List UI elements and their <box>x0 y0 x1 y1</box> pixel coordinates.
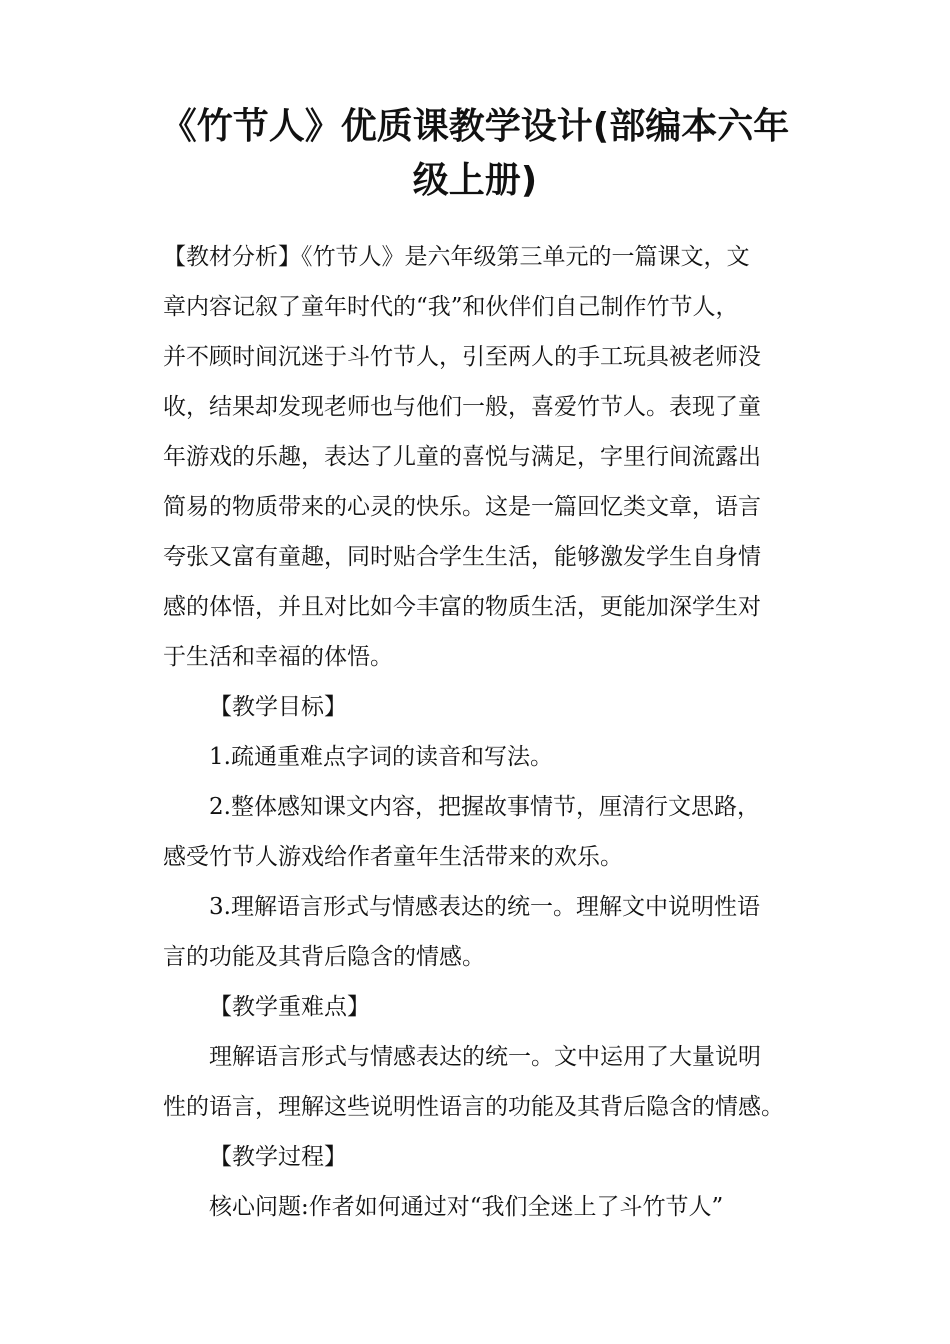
analysis-line: 于生活和幸福的体悟。 <box>163 644 393 670</box>
analysis-line: 章内容记叙了童年时代的“我”和伙伴们自己制作竹节人， <box>163 294 739 320</box>
process-heading: 【教学过程】 <box>209 1144 347 1170</box>
analysis-line: 感的体悟，并且对比如今丰富的物质生活，更能加深学生对 <box>163 594 761 620</box>
key-points-heading: 【教学重难点】 <box>209 994 370 1020</box>
analysis-line: 并不顾时间沉迷于斗竹节人，引至两人的手工玩具被老师没 <box>163 344 761 370</box>
analysis-line: 简易的物质带来的心灵的快乐。这是一篇回忆类文章，语言 <box>163 494 761 520</box>
goals-heading: 【教学目标】 <box>209 694 347 720</box>
goal-item-3: 3.理解语言形式与情感表达的统一。理解文中说明性语 言的功能及其背后隐含的情感。 <box>163 894 760 970</box>
title-line-1: 《竹节人》优质课教学设计(部编本六年 <box>160 106 790 147</box>
analysis-line: 年游戏的乐趣，表达了儿童的喜悦与满足，字里行间流露出 <box>163 444 761 470</box>
analysis-line: 夸张又富有童趣，同时贴合学生生活，能够激发学生自身情 <box>163 544 761 570</box>
analysis-line: 【教材分析】《竹节人》是六年级第三单元的一篇课文，文 <box>163 244 750 270</box>
document-body <box>163 232 795 1232</box>
goal-item-1: 1.疏通重难点字词的读音和写法。 <box>209 744 553 770</box>
goal-item-2: 2.整体感知课文内容，把握故事情节，厘清行文思路， 感受竹节人游戏给作者童年生活带来的欢乐。 <box>163 794 760 870</box>
title-line-2: 级上册) <box>412 160 538 201</box>
analysis-paragraph <box>163 232 795 682</box>
analysis-line: 收，结果却发现老师也与他们一般，喜爱竹节人。表现了童 <box>163 394 761 420</box>
key-points-paragraph: 理解语言形式与情感表达的统一。文中运用了大量说明 性的语言，理解这些说明性语言的功能及其背后隐含的情感。 <box>163 1044 784 1120</box>
document-title <box>150 100 800 208</box>
process-paragraph: 核心问题:作者如何通过对“我们全迷上了斗竹节人” <box>209 1194 724 1220</box>
